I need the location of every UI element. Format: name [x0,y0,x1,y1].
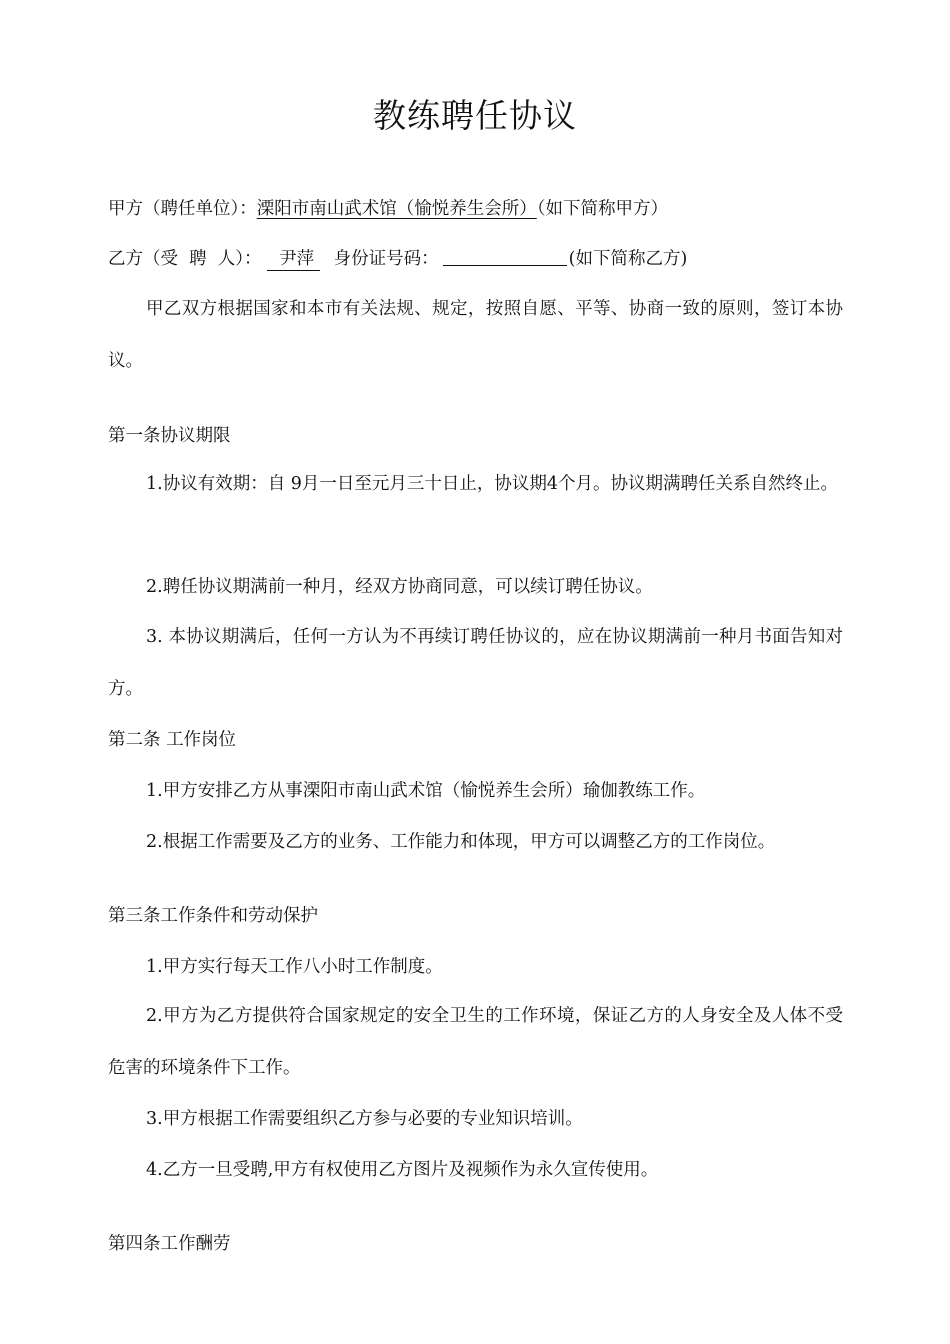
section-2-item-2: 2.根据工作需要及乙方的业务、工作能力和体现，甲方可以调整乙方的工作岗位。 [146,832,776,852]
section-3-item-3: 3.甲方根据工作需要组织乙方参与必要的专业知识培训。 [146,1109,583,1129]
section-3-heading: 第三条工作条件和劳动保护 [108,906,318,926]
party-a-name: 溧阳市南山武术馆（愉悦养生会所） [256,199,537,219]
section-1-item-1: 1.协议有效期：自 9月一日至元月三十日止，协议期4个月。协议期满聘任关系自然终止。 [146,474,839,494]
id-number-blank [443,247,567,266]
section-2-heading: 第二条 工作岗位 [108,730,237,750]
intro-paragraph: 甲乙双方根据国家和本市有关法规、规定，按照自愿、平等、协商一致的原则，签订本协议。 [108,299,843,371]
section-2-item-1: 1.甲方安排乙方从事溧阳市南山武术馆（愉悦养生会所）瑜伽教练工作。 [146,781,706,801]
party-b-label: 乙方（受 聘 人）： [108,249,262,269]
document-title: 教练聘任协议 [373,96,577,135]
section-4-heading: 第四条工作酬劳 [108,1234,231,1254]
section-3-item-1: 1.甲方实行每天工作八小时工作制度。 [146,957,443,977]
section-1-item-2: 2.聘任协议期满前一种月，经双方协商同意，可以续订聘任协议。 [146,577,653,597]
section-3-item-4: 4.乙方一旦受聘,甲方有权使用乙方图片及视频作为永久宣传使用。 [146,1160,659,1180]
party-a-line [108,195,843,223]
party-b-suffix: (如下简称乙方) [568,249,688,269]
party-a-label: 甲方（聘任单位）： [108,199,257,219]
party-b-name: 尹萍 [267,248,320,271]
section-3-item-2: 2.甲方为乙方提供符合国家规定的安全卫生的工作环境，保证乙方的人身安全及人体不受危害的环境条件下工作。 [108,1006,843,1078]
party-b-line [108,245,843,273]
section-1-heading: 第一条协议期限 [108,426,231,446]
party-a-suffix: （如下简称甲方） [536,199,668,219]
party-b-id-label: 身份证号码： [333,249,439,269]
section-1-item-3: 3. 本协议期满后，任何一方认为不再续订聘任协议的，应在协议期满前一种月书面告知对方。 [108,627,843,699]
